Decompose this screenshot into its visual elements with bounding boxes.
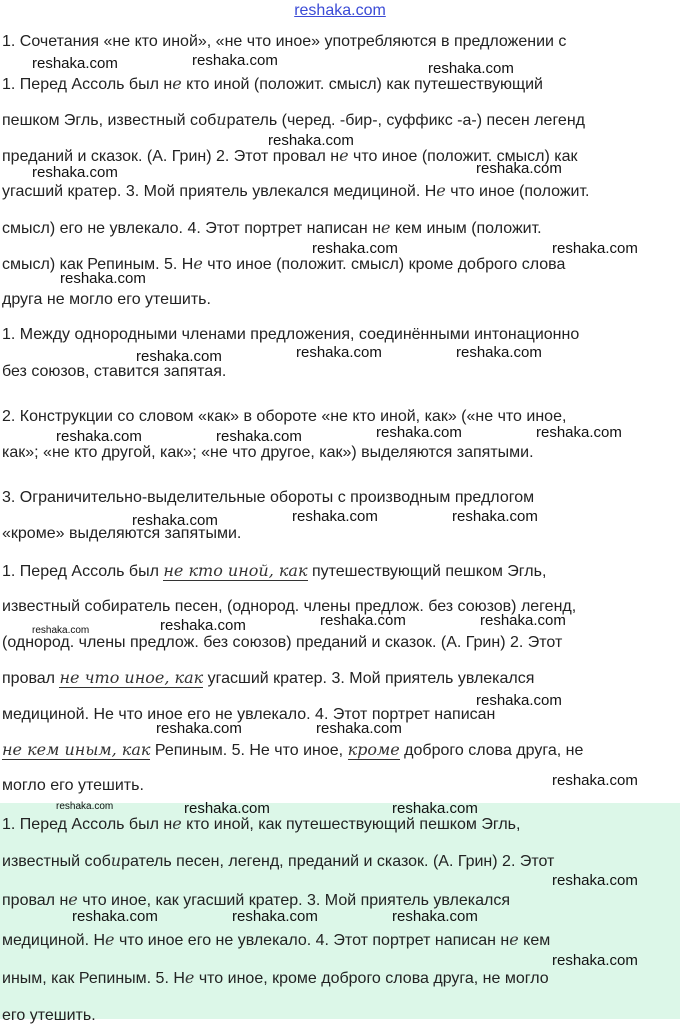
text-segment: угасший кратер. 3. Мой приятель увлекался xyxy=(203,670,535,687)
watermark: reshaka.com xyxy=(320,612,406,629)
text-line xyxy=(2,110,585,131)
text-line xyxy=(2,218,542,239)
text-line: медициной. Не что иное его не увлекало. 4. Этот портрет написан xyxy=(2,706,496,723)
watermark: reshaka.com xyxy=(376,424,462,441)
text-segment: кем xyxy=(518,932,551,949)
text-segment: кем иным (положит. xyxy=(390,220,542,237)
text-segment: путешествующий пешком Эгль, xyxy=(307,563,547,580)
watermark: reshaka.com xyxy=(552,772,638,789)
watermark: reshaka.com xyxy=(32,164,118,181)
text-segment: ратель песен, легенд, преданий и сказок. (А. Грин) 2. Этот xyxy=(121,853,555,870)
text-segment: смысл) как Репиным. 5. Н xyxy=(2,256,194,273)
watermark: reshaka.com xyxy=(552,872,638,889)
text-line: его утешить. xyxy=(2,1007,96,1024)
text-segment: ратель (черед. -бир-, суффикс -а-) песен легенд xyxy=(226,112,585,129)
text-line xyxy=(2,181,589,202)
handwritten-mark: е xyxy=(172,74,182,93)
text-segment: что иное, кроме доброго слова друга, не могло xyxy=(194,970,549,987)
text-segment: кто иной (положит. смысл) как путешествующий xyxy=(181,76,543,93)
watermark: reshaka.com xyxy=(292,508,378,525)
handwritten-mark: не что иное, как xyxy=(59,668,204,687)
watermark: reshaka.com xyxy=(160,617,246,634)
text-line: (однород. члены предлож. без союзов) преданий и сказок. (А. Грин) 2. Этот xyxy=(2,634,563,651)
text-line xyxy=(2,930,550,951)
text-segment: кто иной, как путешествующий пешком Эгль, xyxy=(181,816,521,833)
handwritten-mark: е xyxy=(105,930,115,949)
watermark: reshaka.com xyxy=(312,240,398,257)
handwritten-mark: е xyxy=(184,968,195,987)
text-segment: иным, как Репиным. 5. Н xyxy=(2,970,185,987)
text-line: 3. Ограничительно-выделительные обороты с производным предлогом xyxy=(2,489,535,506)
watermark: reshaka.com xyxy=(32,55,118,72)
text-line: друга не могло его утешить. xyxy=(2,291,211,308)
text-segment: доброго слова друга, не xyxy=(399,742,584,759)
text-line: 1. Между однородными членами предложения, соединёнными интонационно xyxy=(2,326,580,343)
watermark: reshaka.com xyxy=(232,908,318,925)
handwritten-mark: е xyxy=(172,814,182,833)
watermark: reshaka.com xyxy=(428,60,514,77)
watermark: reshaka.com xyxy=(132,512,218,529)
text-segment: 1. Перед Ассоль был н xyxy=(2,816,173,833)
handwritten-mark: е xyxy=(436,181,446,200)
handwritten-mark: е xyxy=(193,254,203,273)
watermark: reshaka.com xyxy=(56,801,114,812)
handwritten-mark: е xyxy=(509,930,519,949)
text-segment: 1. Перед Ассоль был xyxy=(2,563,164,580)
text-line xyxy=(2,851,554,872)
text-line: как»; «не кто другой, как»; «не что другое, как») выделяются запятыми. xyxy=(2,444,534,461)
text-line: без союзов, ставится запятая. xyxy=(2,363,227,380)
watermark: reshaka.com xyxy=(456,344,542,361)
text-line xyxy=(2,668,534,689)
text-line: 2. Конструкции со словом «как» в обороте «не кто иной, как» («не что иное, xyxy=(2,408,567,425)
watermark: reshaka.com xyxy=(536,424,622,441)
watermark: reshaka.com xyxy=(392,800,478,817)
watermark: reshaka.com xyxy=(192,52,278,69)
handwritten-mark: не кем иным, как xyxy=(2,740,151,759)
watermark: reshaka.com xyxy=(452,508,538,525)
text-segment: что иное (положит. смысл) как xyxy=(348,148,578,165)
text-segment: 1. Перед Ассоль был н xyxy=(2,76,173,93)
text-line: «кроме» выделяются запятыми. xyxy=(2,525,242,542)
watermark: reshaka.com xyxy=(216,428,302,445)
watermark: reshaka.com xyxy=(268,132,354,149)
text-segment: провал xyxy=(2,670,60,687)
text-segment: пешком Эгль, известный соб xyxy=(2,112,217,129)
site-title-link[interactable]: reshaka.com xyxy=(294,2,386,19)
text-line xyxy=(2,561,546,582)
text-segment: преданий и сказок. (А. Грин) 2. Этот провал н xyxy=(2,148,340,165)
handwritten-mark: кроме xyxy=(347,740,400,759)
watermark: reshaka.com xyxy=(476,160,562,177)
watermark: reshaka.com xyxy=(56,428,142,445)
text-line: 1. Сочетания «не кто иной», «не что иное» употребляются в предложении с xyxy=(2,33,567,50)
text-segment: что иное (положит. смысл) кроме доброго слова xyxy=(202,256,566,273)
watermark: reshaka.com xyxy=(552,240,638,257)
text-segment: что иное его не увлекало. 4. Этот портрет написан н xyxy=(114,932,510,949)
watermark: reshaka.com xyxy=(480,612,566,629)
handwritten-mark: не кто иной, как xyxy=(163,561,308,580)
text-line xyxy=(2,968,549,989)
watermark: reshaka.com xyxy=(296,344,382,361)
text-line xyxy=(2,74,543,95)
text-segment: медициной. Н xyxy=(2,932,106,949)
watermark: reshaka.com xyxy=(392,908,478,925)
text-segment: известный соб xyxy=(2,853,111,870)
text-segment: смысл) его не увлекало. 4. Этот портрет написан н xyxy=(2,220,382,237)
watermark: reshaka.com xyxy=(156,720,242,737)
watermark: reshaka.com xyxy=(136,348,222,365)
watermark: reshaka.com xyxy=(552,952,638,969)
watermark: reshaka.com xyxy=(184,800,270,817)
text-line: могло его утешить. xyxy=(2,777,144,794)
text-line: известный собиратель песен, (однород. члены предлож. без союзов) легенд, xyxy=(2,598,577,615)
handwritten-mark: и xyxy=(216,110,227,129)
text-segment: Репиным. 5. Не что иное, xyxy=(150,742,348,759)
handwritten-mark: е xyxy=(381,218,391,237)
text-segment: что иное (положит. xyxy=(445,183,590,200)
watermark: reshaka.com xyxy=(316,720,402,737)
text-segment: провал н xyxy=(2,892,69,909)
watermark: reshaka.com xyxy=(60,270,146,287)
text-line xyxy=(2,814,520,835)
text-segment: что иное, как угасший кратер. 3. Мой приятель увлекался xyxy=(77,892,511,909)
text-segment: угасший кратер. 3. Мой приятель увлекался медициной. Н xyxy=(2,183,437,200)
handwritten-mark: е xyxy=(339,146,349,165)
watermark: reshaka.com xyxy=(72,908,158,925)
handwritten-mark: и xyxy=(110,851,122,870)
watermark: reshaka.com xyxy=(32,625,90,636)
handwritten-mark: е xyxy=(68,890,78,909)
watermark: reshaka.com xyxy=(476,692,562,709)
text-line xyxy=(2,740,583,761)
